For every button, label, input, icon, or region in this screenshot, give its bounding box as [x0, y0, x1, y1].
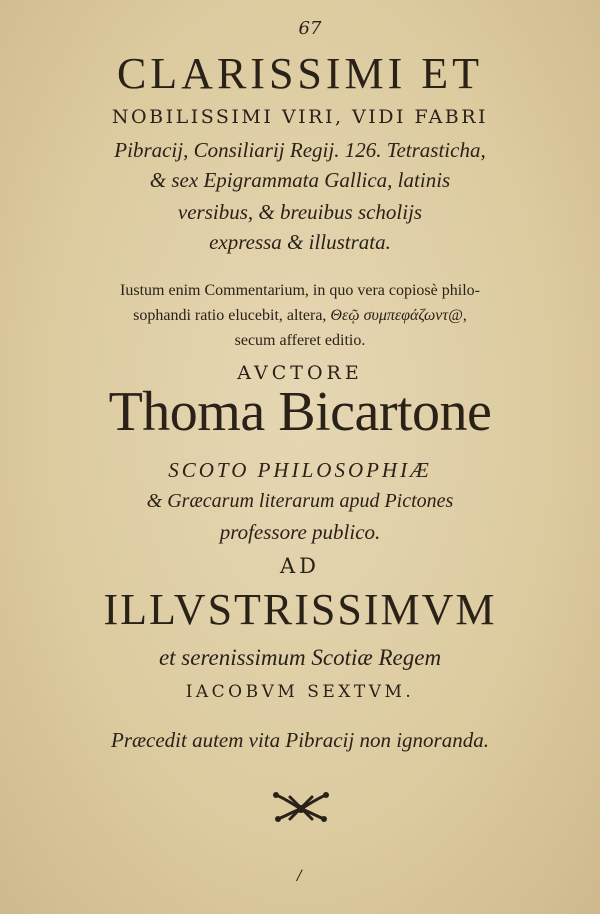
dedicatee-name: ILLVSTRISSIMVM	[103, 585, 497, 634]
title-line-5: versibus, & breuibus scholijs	[177, 200, 423, 224]
auctore-label: AVCTORE	[237, 362, 363, 384]
dedication-line-1: et serenissimum Scotiæ Regem	[158, 645, 442, 670]
title-line-4: & sex Epigrammata Gallica, latinis	[149, 168, 451, 192]
body-line-2-suffix: ,	[462, 307, 467, 324]
footer-mark: /	[297, 868, 302, 884]
author-line-1: SCOTO PHILOSOPHIÆ	[168, 458, 432, 482]
title-line-1: CLARISSIMI ET	[116, 49, 484, 98]
body-line-3: secum afferet editio.	[234, 332, 366, 349]
title-line-3: Pibracij, Consiliarij Regij. 126. Tetrasticha,	[114, 138, 486, 162]
ad-label: AD	[279, 554, 320, 578]
author-line-3: professore publico.	[219, 520, 381, 544]
body-line-1: Iustum enim Commentarium, in quo vera copiosè philo-	[120, 282, 480, 299]
author-name: Thoma Bicartone	[108, 381, 492, 443]
body-line-2	[0, 307, 600, 325]
dedication-line-2: IACOBVM SEXTVM.	[185, 682, 415, 702]
title-line-6: expressa & illustrata.	[209, 230, 391, 254]
dedication-line-3: Præcedit autem vita Pibracij non ignoranda.	[111, 728, 489, 752]
greek-phrase: Θεῷ συμπεφάζωντ@	[330, 307, 463, 324]
printer-ornament-icon	[270, 789, 332, 825]
page-number: 67	[298, 18, 322, 39]
author-line-2: & Græcarum literarum apud Pictones	[146, 490, 454, 512]
title-line-2: NOBILISSIMI VIRI, VIDI FABRI	[111, 106, 489, 128]
body-line-2-prefix: sophandi ratio elucebit, altera,	[133, 307, 327, 324]
